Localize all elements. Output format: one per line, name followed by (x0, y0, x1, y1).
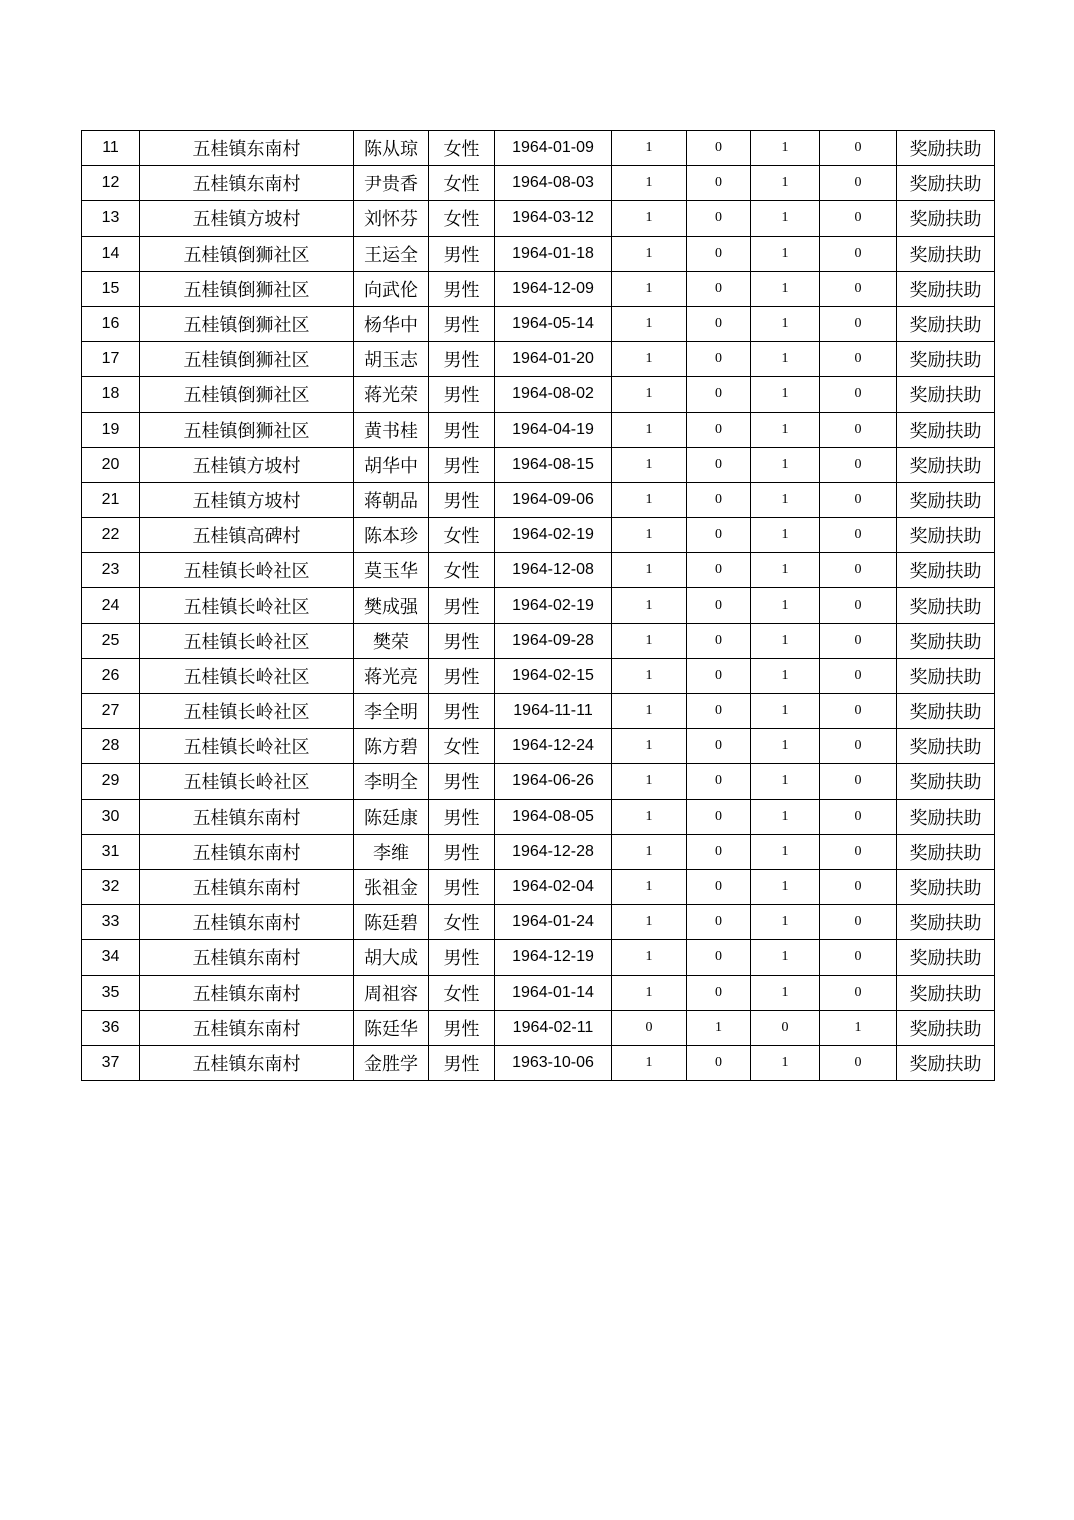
birth-date-cell: 1964-02-19 (495, 518, 612, 553)
address-cell: 五桂镇高碑村 (140, 518, 354, 553)
value-cell-3: 1 (751, 658, 820, 693)
serial-number-cell: 15 (82, 271, 140, 306)
name-cell: 陈廷康 (354, 799, 429, 834)
gender-cell: 男性 (429, 1010, 495, 1045)
value-cell-2: 0 (687, 553, 751, 588)
serial-number-cell: 31 (82, 834, 140, 869)
serial-number-cell: 24 (82, 588, 140, 623)
serial-number-cell: 27 (82, 694, 140, 729)
birth-date-cell: 1964-02-15 (495, 658, 612, 693)
name-cell: 张祖金 (354, 869, 429, 904)
name-cell: 向武伦 (354, 271, 429, 306)
address-cell: 五桂镇长岭社区 (140, 729, 354, 764)
table-row (82, 658, 995, 693)
value-cell-4: 0 (820, 306, 897, 341)
support-type-cell: 奖励扶助 (897, 447, 995, 482)
value-cell-2: 0 (687, 623, 751, 658)
address-cell: 五桂镇东南村 (140, 905, 354, 940)
value-cell-3: 1 (751, 166, 820, 201)
address-cell: 五桂镇方坡村 (140, 482, 354, 517)
birth-date-cell: 1964-12-19 (495, 940, 612, 975)
birth-date-cell: 1964-08-03 (495, 166, 612, 201)
table-row (82, 623, 995, 658)
address-cell: 五桂镇东南村 (140, 131, 354, 166)
value-cell-2: 0 (687, 166, 751, 201)
birth-date-cell: 1964-05-14 (495, 306, 612, 341)
value-cell-4: 0 (820, 764, 897, 799)
address-cell: 五桂镇东南村 (140, 975, 354, 1010)
value-cell-4: 1 (820, 1010, 897, 1045)
address-cell: 五桂镇长岭社区 (140, 623, 354, 658)
name-cell: 黄书桂 (354, 412, 429, 447)
support-type-cell: 奖励扶助 (897, 412, 995, 447)
name-cell: 陈廷碧 (354, 905, 429, 940)
support-type-cell: 奖励扶助 (897, 799, 995, 834)
serial-number-cell: 34 (82, 940, 140, 975)
value-cell-4: 0 (820, 729, 897, 764)
name-cell: 蒋光荣 (354, 377, 429, 412)
value-cell-3: 1 (751, 694, 820, 729)
name-cell: 胡玉志 (354, 342, 429, 377)
table-row (82, 729, 995, 764)
name-cell: 金胜学 (354, 1045, 429, 1080)
value-cell-4: 0 (820, 905, 897, 940)
serial-number-cell: 23 (82, 553, 140, 588)
address-cell: 五桂镇东南村 (140, 1045, 354, 1080)
gender-cell: 男性 (429, 342, 495, 377)
value-cell-4: 0 (820, 553, 897, 588)
table-row (82, 377, 995, 412)
value-cell-3: 1 (751, 1045, 820, 1080)
table-row (82, 447, 995, 482)
name-cell: 刘怀芬 (354, 201, 429, 236)
value-cell-3: 1 (751, 869, 820, 904)
address-cell: 五桂镇倒狮社区 (140, 412, 354, 447)
value-cell-4: 0 (820, 201, 897, 236)
support-type-cell: 奖励扶助 (897, 306, 995, 341)
gender-cell: 男性 (429, 799, 495, 834)
support-type-cell: 奖励扶助 (897, 166, 995, 201)
birth-date-cell: 1964-08-05 (495, 799, 612, 834)
value-cell-3: 1 (751, 306, 820, 341)
value-cell-2: 0 (687, 834, 751, 869)
value-cell-1: 1 (612, 553, 687, 588)
name-cell: 李明全 (354, 764, 429, 799)
gender-cell: 女性 (429, 905, 495, 940)
birth-date-cell: 1964-09-28 (495, 623, 612, 658)
value-cell-4: 0 (820, 482, 897, 517)
value-cell-2: 0 (687, 1045, 751, 1080)
address-cell: 五桂镇东南村 (140, 166, 354, 201)
serial-number-cell: 30 (82, 799, 140, 834)
name-cell: 陈廷华 (354, 1010, 429, 1045)
gender-cell: 女性 (429, 729, 495, 764)
value-cell-2: 0 (687, 869, 751, 904)
table-row (82, 588, 995, 623)
table-row (82, 869, 995, 904)
table-row (82, 306, 995, 341)
serial-number-cell: 29 (82, 764, 140, 799)
value-cell-4: 0 (820, 236, 897, 271)
value-cell-3: 1 (751, 764, 820, 799)
value-cell-2: 0 (687, 764, 751, 799)
value-cell-1: 1 (612, 236, 687, 271)
address-cell: 五桂镇倒狮社区 (140, 236, 354, 271)
value-cell-3: 1 (751, 588, 820, 623)
serial-number-cell: 25 (82, 623, 140, 658)
name-cell: 蒋朝品 (354, 482, 429, 517)
gender-cell: 男性 (429, 236, 495, 271)
value-cell-4: 0 (820, 377, 897, 412)
support-type-cell: 奖励扶助 (897, 377, 995, 412)
gender-cell: 男性 (429, 377, 495, 412)
value-cell-3: 1 (751, 412, 820, 447)
address-cell: 五桂镇东南村 (140, 940, 354, 975)
name-cell: 莫玉华 (354, 553, 429, 588)
gender-cell: 男性 (429, 869, 495, 904)
name-cell: 陈从琼 (354, 131, 429, 166)
birth-date-cell: 1964-06-26 (495, 764, 612, 799)
gender-cell: 男性 (429, 834, 495, 869)
gender-cell: 男性 (429, 412, 495, 447)
birth-date-cell: 1964-03-12 (495, 201, 612, 236)
support-type-cell: 奖励扶助 (897, 834, 995, 869)
address-cell: 五桂镇长岭社区 (140, 764, 354, 799)
birth-date-cell: 1964-01-20 (495, 342, 612, 377)
address-cell: 五桂镇长岭社区 (140, 588, 354, 623)
support-type-cell: 奖励扶助 (897, 729, 995, 764)
value-cell-4: 0 (820, 1045, 897, 1080)
address-cell: 五桂镇东南村 (140, 834, 354, 869)
value-cell-2: 0 (687, 412, 751, 447)
value-cell-1: 1 (612, 905, 687, 940)
table-row (82, 412, 995, 447)
table-row (82, 342, 995, 377)
birth-date-cell: 1964-12-24 (495, 729, 612, 764)
table-row (82, 834, 995, 869)
value-cell-2: 0 (687, 694, 751, 729)
value-cell-4: 0 (820, 834, 897, 869)
value-cell-1: 1 (612, 201, 687, 236)
serial-number-cell: 19 (82, 412, 140, 447)
table-row (82, 553, 995, 588)
serial-number-cell: 33 (82, 905, 140, 940)
name-cell: 周祖容 (354, 975, 429, 1010)
address-cell: 五桂镇方坡村 (140, 447, 354, 482)
birth-date-cell: 1964-01-14 (495, 975, 612, 1010)
value-cell-4: 0 (820, 940, 897, 975)
value-cell-4: 0 (820, 799, 897, 834)
table-row (82, 1045, 995, 1080)
value-cell-1: 1 (612, 623, 687, 658)
value-cell-1: 1 (612, 377, 687, 412)
gender-cell: 男性 (429, 482, 495, 517)
support-type-cell: 奖励扶助 (897, 518, 995, 553)
birth-date-cell: 1964-02-04 (495, 869, 612, 904)
table-row (82, 1010, 995, 1045)
name-cell: 陈方碧 (354, 729, 429, 764)
value-cell-2: 0 (687, 799, 751, 834)
gender-cell: 男性 (429, 271, 495, 306)
value-cell-1: 1 (612, 975, 687, 1010)
serial-number-cell: 35 (82, 975, 140, 1010)
address-cell: 五桂镇倒狮社区 (140, 271, 354, 306)
value-cell-2: 0 (687, 447, 751, 482)
birth-date-cell: 1964-01-09 (495, 131, 612, 166)
value-cell-3: 1 (751, 623, 820, 658)
value-cell-4: 0 (820, 694, 897, 729)
serial-number-cell: 22 (82, 518, 140, 553)
name-cell: 尹贵香 (354, 166, 429, 201)
name-cell: 杨华中 (354, 306, 429, 341)
support-type-cell: 奖励扶助 (897, 482, 995, 517)
value-cell-1: 1 (612, 764, 687, 799)
support-type-cell: 奖励扶助 (897, 905, 995, 940)
value-cell-1: 1 (612, 799, 687, 834)
support-type-cell: 奖励扶助 (897, 201, 995, 236)
table-row (82, 236, 995, 271)
value-cell-3: 1 (751, 905, 820, 940)
value-cell-2: 1 (687, 1010, 751, 1045)
value-cell-1: 0 (612, 1010, 687, 1045)
gender-cell: 男性 (429, 588, 495, 623)
value-cell-1: 1 (612, 447, 687, 482)
birth-date-cell: 1964-12-28 (495, 834, 612, 869)
value-cell-1: 1 (612, 658, 687, 693)
gender-cell: 女性 (429, 166, 495, 201)
value-cell-1: 1 (612, 306, 687, 341)
value-cell-4: 0 (820, 518, 897, 553)
name-cell: 李全明 (354, 694, 429, 729)
table-row (82, 694, 995, 729)
value-cell-1: 1 (612, 342, 687, 377)
support-type-cell: 奖励扶助 (897, 342, 995, 377)
gender-cell: 男性 (429, 1045, 495, 1080)
value-cell-1: 1 (612, 869, 687, 904)
table-row (82, 201, 995, 236)
value-cell-1: 1 (612, 940, 687, 975)
serial-number-cell: 36 (82, 1010, 140, 1045)
value-cell-3: 1 (751, 377, 820, 412)
value-cell-3: 1 (751, 729, 820, 764)
birth-date-cell: 1964-04-19 (495, 412, 612, 447)
address-cell: 五桂镇长岭社区 (140, 658, 354, 693)
address-cell: 五桂镇倒狮社区 (140, 306, 354, 341)
serial-number-cell: 13 (82, 201, 140, 236)
gender-cell: 女性 (429, 553, 495, 588)
value-cell-2: 0 (687, 518, 751, 553)
birth-date-cell: 1964-08-15 (495, 447, 612, 482)
gender-cell: 男性 (429, 447, 495, 482)
value-cell-3: 1 (751, 482, 820, 517)
value-cell-3: 1 (751, 518, 820, 553)
value-cell-2: 0 (687, 271, 751, 306)
support-type-cell: 奖励扶助 (897, 658, 995, 693)
serial-number-cell: 21 (82, 482, 140, 517)
value-cell-1: 1 (612, 271, 687, 306)
value-cell-4: 0 (820, 658, 897, 693)
value-cell-1: 1 (612, 482, 687, 517)
serial-number-cell: 28 (82, 729, 140, 764)
serial-number-cell: 32 (82, 869, 140, 904)
address-cell: 五桂镇东南村 (140, 869, 354, 904)
serial-number-cell: 20 (82, 447, 140, 482)
value-cell-2: 0 (687, 588, 751, 623)
record-table (81, 130, 995, 1081)
value-cell-3: 0 (751, 1010, 820, 1045)
value-cell-3: 1 (751, 940, 820, 975)
support-type-cell: 奖励扶助 (897, 623, 995, 658)
value-cell-4: 0 (820, 166, 897, 201)
birth-date-cell: 1964-02-11 (495, 1010, 612, 1045)
value-cell-2: 0 (687, 940, 751, 975)
birth-date-cell: 1964-01-18 (495, 236, 612, 271)
support-type-cell: 奖励扶助 (897, 1010, 995, 1045)
value-cell-2: 0 (687, 377, 751, 412)
birth-date-cell: 1964-12-09 (495, 271, 612, 306)
name-cell: 王运全 (354, 236, 429, 271)
serial-number-cell: 37 (82, 1045, 140, 1080)
gender-cell: 男性 (429, 658, 495, 693)
birth-date-cell: 1964-09-06 (495, 482, 612, 517)
gender-cell: 男性 (429, 764, 495, 799)
value-cell-2: 0 (687, 306, 751, 341)
serial-number-cell: 11 (82, 131, 140, 166)
value-cell-1: 1 (612, 166, 687, 201)
value-cell-1: 1 (612, 834, 687, 869)
value-cell-4: 0 (820, 869, 897, 904)
value-cell-2: 0 (687, 658, 751, 693)
support-type-cell: 奖励扶助 (897, 869, 995, 904)
serial-number-cell: 17 (82, 342, 140, 377)
value-cell-4: 0 (820, 131, 897, 166)
table-row (82, 482, 995, 517)
table-row (82, 940, 995, 975)
support-type-cell: 奖励扶助 (897, 694, 995, 729)
value-cell-3: 1 (751, 236, 820, 271)
value-cell-3: 1 (751, 553, 820, 588)
serial-number-cell: 16 (82, 306, 140, 341)
value-cell-3: 1 (751, 799, 820, 834)
serial-number-cell: 26 (82, 658, 140, 693)
value-cell-1: 1 (612, 1045, 687, 1080)
value-cell-2: 0 (687, 729, 751, 764)
table-row (82, 271, 995, 306)
name-cell: 陈本珍 (354, 518, 429, 553)
support-type-cell: 奖励扶助 (897, 131, 995, 166)
value-cell-3: 1 (751, 975, 820, 1010)
support-type-cell: 奖励扶助 (897, 940, 995, 975)
name-cell: 蒋光亮 (354, 658, 429, 693)
value-cell-3: 1 (751, 201, 820, 236)
value-cell-2: 0 (687, 236, 751, 271)
support-type-cell: 奖励扶助 (897, 764, 995, 799)
support-type-cell: 奖励扶助 (897, 553, 995, 588)
value-cell-1: 1 (612, 694, 687, 729)
table-row (82, 905, 995, 940)
value-cell-2: 0 (687, 482, 751, 517)
support-type-cell: 奖励扶助 (897, 1045, 995, 1080)
value-cell-4: 0 (820, 447, 897, 482)
value-cell-3: 1 (751, 447, 820, 482)
value-cell-4: 0 (820, 588, 897, 623)
serial-number-cell: 12 (82, 166, 140, 201)
gender-cell: 女性 (429, 131, 495, 166)
value-cell-1: 1 (612, 588, 687, 623)
address-cell: 五桂镇长岭社区 (140, 694, 354, 729)
gender-cell: 女性 (429, 975, 495, 1010)
value-cell-1: 1 (612, 412, 687, 447)
address-cell: 五桂镇东南村 (140, 1010, 354, 1045)
birth-date-cell: 1964-11-11 (495, 694, 612, 729)
value-cell-3: 1 (751, 131, 820, 166)
support-type-cell: 奖励扶助 (897, 975, 995, 1010)
address-cell: 五桂镇倒狮社区 (140, 377, 354, 412)
table-row (82, 131, 995, 166)
gender-cell: 男性 (429, 940, 495, 975)
value-cell-4: 0 (820, 342, 897, 377)
value-cell-1: 1 (612, 131, 687, 166)
value-cell-3: 1 (751, 834, 820, 869)
gender-cell: 女性 (429, 201, 495, 236)
value-cell-1: 1 (612, 518, 687, 553)
gender-cell: 男性 (429, 694, 495, 729)
name-cell: 樊荣 (354, 623, 429, 658)
value-cell-1: 1 (612, 729, 687, 764)
gender-cell: 女性 (429, 518, 495, 553)
value-cell-4: 0 (820, 623, 897, 658)
table-body (82, 131, 995, 1081)
name-cell: 樊成强 (354, 588, 429, 623)
address-cell: 五桂镇东南村 (140, 799, 354, 834)
name-cell: 胡华中 (354, 447, 429, 482)
value-cell-2: 0 (687, 342, 751, 377)
gender-cell: 男性 (429, 306, 495, 341)
table-row (82, 764, 995, 799)
birth-date-cell: 1963-10-06 (495, 1045, 612, 1080)
value-cell-4: 0 (820, 271, 897, 306)
name-cell: 胡大成 (354, 940, 429, 975)
support-type-cell: 奖励扶助 (897, 271, 995, 306)
value-cell-3: 1 (751, 271, 820, 306)
birth-date-cell: 1964-02-19 (495, 588, 612, 623)
birth-date-cell: 1964-08-02 (495, 377, 612, 412)
value-cell-3: 1 (751, 342, 820, 377)
address-cell: 五桂镇方坡村 (140, 201, 354, 236)
birth-date-cell: 1964-01-24 (495, 905, 612, 940)
table-row (82, 518, 995, 553)
table-row (82, 975, 995, 1010)
address-cell: 五桂镇长岭社区 (140, 553, 354, 588)
value-cell-4: 0 (820, 975, 897, 1010)
table-row (82, 799, 995, 834)
address-cell: 五桂镇倒狮社区 (140, 342, 354, 377)
serial-number-cell: 14 (82, 236, 140, 271)
value-cell-2: 0 (687, 131, 751, 166)
serial-number-cell: 18 (82, 377, 140, 412)
birth-date-cell: 1964-12-08 (495, 553, 612, 588)
table-row (82, 166, 995, 201)
value-cell-2: 0 (687, 201, 751, 236)
name-cell: 李维 (354, 834, 429, 869)
support-type-cell: 奖励扶助 (897, 236, 995, 271)
value-cell-4: 0 (820, 412, 897, 447)
value-cell-2: 0 (687, 905, 751, 940)
value-cell-2: 0 (687, 975, 751, 1010)
support-type-cell: 奖励扶助 (897, 588, 995, 623)
gender-cell: 男性 (429, 623, 495, 658)
